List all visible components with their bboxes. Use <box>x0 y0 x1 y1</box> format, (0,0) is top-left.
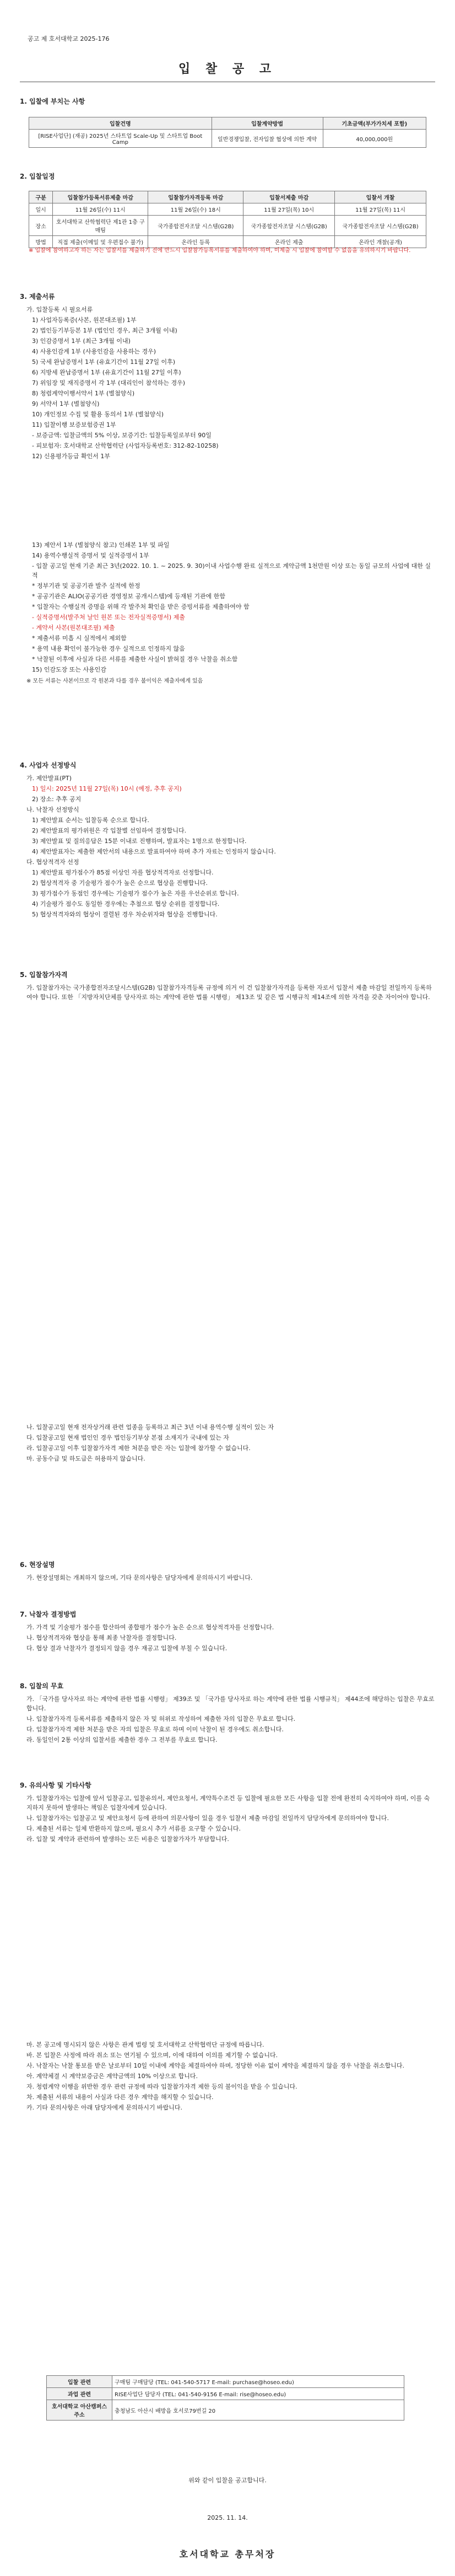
section-heading: 4. 사업자 선정방식 <box>20 761 77 769</box>
table-cell: 11월 26일(수) 18시 <box>148 203 243 216</box>
list-item: - 보증금액: 입찰금액의 5% 이상, 보증기간: 입찰등록일로부터 90일 <box>32 432 212 439</box>
section-invalid-bids <box>20 1682 435 1746</box>
table-cell: 일시 <box>29 203 53 216</box>
list-item: 차. 제출된 서류의 내용이 사실과 다른 경우 계약을 해지할 수 있습니다. <box>26 2094 214 2101</box>
table-cell: 일반경쟁입찰, 전자입찰 협상에 의한 계약 <box>212 130 323 148</box>
list-item: * 낙찰된 이후에 사실과 다른 서류를 제출한 사실이 밝혀질 경우 낙찰을 취소함 <box>32 656 238 663</box>
schedule-table <box>29 191 426 248</box>
list-item: 아. 계약체결 시 계약보증금은 계약금액의 10% 이상으로 합니다. <box>26 2073 198 2080</box>
table-row <box>47 2400 404 2421</box>
table-cell: 국가종합전자조달 시스템(G2B) <box>243 216 335 236</box>
list-item: 2) 제안발표의 평가위원은 각 입찰별 선임하여 결정합니다. <box>32 827 187 834</box>
section-site-briefing <box>20 1560 435 1584</box>
section-heading: 9. 유의사항 및 기타사항 <box>20 1781 91 1789</box>
list-item: 8) 청렴계약이행서약서 1부 (별첨양식) <box>32 390 135 397</box>
table-cell: 구매팀 구매담당 (TEL: 041-540-5717 E-mail: purchase@hoseo.edu) <box>112 2376 404 2388</box>
list-item: 10) 개인정보 수집 및 활용 동의서 1부 (별첨양식) <box>32 411 164 418</box>
list-item: * 제출서류 미흡 시 실적에서 제외함 <box>32 635 127 642</box>
table-cell: [RISE사업단] (재공) 2025년 스타트업 Scale-Up 및 스타트업 Boot Camp <box>29 130 212 148</box>
table-header-cell: 구분 <box>29 191 53 203</box>
section-documents <box>20 292 435 462</box>
table-cell: 국가종합전자조달 시스템(G2B) <box>335 216 426 236</box>
list-item: 6) 지방세 완납증명서 1부 (유효기간이 11월 27일 이후) <box>32 369 181 376</box>
list-item: 다. 입찰공고일 현재 법인인 경우 법인등기부상 본점 소재지가 국내에 있는 자 <box>26 1434 229 1441</box>
list-item: 나. 협상적격자와 협상을 통해 최종 낙찰자를 결정합니다. <box>26 1634 177 1641</box>
list-item: 라. 입찰공고일 이후 입찰참가자격 제한 처분을 받은 자는 입찰에 참가할 수 없습니다. <box>26 1445 251 1452</box>
section-heading: 3. 제출서류 <box>20 293 55 300</box>
list-item: 다. 협상적격자 선정 <box>26 858 79 866</box>
list-item: - 입찰 공고일 현재 기준 최근 3년(2022. 10. 1. ~ 2025. 9. 30)이내 사업수행 완료 실적으로 계약금액 1천만원 이상 또는 동일 규모의 사업에 대한 실적 <box>32 562 431 579</box>
bid-items-table <box>29 117 426 148</box>
notice-date: 2025. 11. 14. <box>207 2514 248 2521</box>
list-item: 4) 제안발표자는 제출한 제안서의 내용으로 발표하여야 하며 추가 자료는 인정하지 않습니다. <box>32 848 276 855</box>
contact-table <box>46 2375 404 2421</box>
list-item: 7) 위임장 및 재직증명서 각 1부 (대리인이 참석하는 경우) <box>32 379 185 387</box>
list-item: * 용역 내용 확인이 불가능한 경우 실적으로 인정하지 않음 <box>32 645 185 652</box>
table-cell: 충청남도 아산시 배방읍 호서로79번길 20 <box>112 2400 404 2421</box>
table-header-row <box>29 191 426 203</box>
list-item: 1) 사업자등록증(사본, 원본대조필) 1부 <box>32 316 137 324</box>
table-cell: 11월 26일(수) 11시 <box>53 203 148 216</box>
list-item: 5) 국세 완납증명서 1부 (유효기간이 11월 27일 이후) <box>32 358 175 366</box>
site-briefing-text: 가. 현장설명회는 개최하지 않으며, 기타 문의사항은 담당자에게 문의하시기 바랍니다. <box>26 1574 253 1581</box>
table-header-cell: 입찰참가등록서류제출 마감 <box>53 191 148 203</box>
list-item: 가. 제안발표(PT) <box>26 775 72 782</box>
table-header-cell: 입찰 관련 <box>47 2376 112 2388</box>
list-item: 4) 기술평가 점수도 동일한 경우에는 추첨으로 협상 순위를 결정합니다. <box>32 900 220 908</box>
section-documents-continued <box>20 540 435 687</box>
list-item: 5) 협상적격자와의 협상이 결렬된 경우 차순위자와 협상을 진행합니다. <box>32 911 218 918</box>
table-row <box>29 216 426 236</box>
table-row <box>47 2388 404 2400</box>
section-selection-method <box>20 761 435 920</box>
table-cell: 호서대학교 산학협력단 제1관 1층 구매팀 <box>53 216 148 236</box>
list-item: 3) 인감증명서 1부 (최근 3개월 이내) <box>32 337 131 345</box>
list-item: * 공공기관은 ALIO(공공기관 경영정보 공개시스템)에 등재된 기관에 한함 <box>32 593 226 600</box>
eligibility-text: 가. 입찰참가자는 국가종합전자조달시스템(G2B) 입찰참가자격등록 규정에 의거 이 건 입찰참가자격을 등록한 자로서 입찰서 제출 마감일 전일까지 등록하여야 합니다. 또한 「지방자치단체를 당사자로 하는 계약에 관한 법률 시행령」 제13조 및 같은 법 시행규칙 제14조에 의한 자격을 갖춘 자이어야 합니다. <box>26 984 432 1001</box>
table-header-cell: 입찰계약방법 <box>212 117 323 130</box>
list-item: 11) 입찰이행 보증보험증권 1부 <box>32 421 116 428</box>
section-heading: 6. 현장설명 <box>20 1561 55 1569</box>
list-item: * 입찰자는 수행실적 증명을 위해 각 발주처 확인을 받은 증빙서류를 제출하여야 함 <box>32 603 250 610</box>
document-number: 공고 제 호서대학교 2025-176 <box>28 35 110 42</box>
list-item: 나. 입찰공고일 현재 전자상거래 관련 업종을 등록하고 최근 3년 이내 용역수행 실적이 있는 자 <box>26 1424 274 1431</box>
table-cell: 장소 <box>29 216 53 236</box>
table-cell: 직접 제출(이메일 및 우편접수 불가) <box>53 236 148 248</box>
section-eligibility <box>20 970 435 1003</box>
table-header-cell: 입찰참가자격등록 마감 <box>148 191 243 203</box>
table-header-cell: 기초금액(부가가치세 포함) <box>323 117 426 130</box>
table-row <box>29 236 426 248</box>
list-item: 1) 제안발표 평가점수가 85점 이상인 자를 협상적격자로 선정합니다. <box>32 869 214 876</box>
list-item: - 실적증명서(발주처 날인 원본 또는 전자실적증명서) 제출 <box>32 614 185 621</box>
section-notes <box>20 1781 435 1845</box>
table-row <box>47 2376 404 2388</box>
list-item: 다. 협상 결과 낙찰자가 결정되지 않을 경우 재공고 입찰에 부칠 수 있습니다. <box>26 1645 228 1652</box>
list-item: 가. 가격 및 기술평가 점수를 합산하여 종합평가 점수가 높은 순으로 협상적격자를 선정합니다. <box>26 1624 274 1631</box>
list-item: 2) 장소: 추후 공지 <box>32 796 82 803</box>
list-item: 14) 용역수행실적 증명서 및 실적증명서 1부 <box>32 552 149 559</box>
section-bid-schedule <box>20 172 435 185</box>
list-item: 나. 입찰참가자격 등록서류를 제출하지 않은 자 및 허위로 작성하여 제출한 자의 입찰은 무효로 합니다. <box>26 1715 296 1722</box>
list-item: 바. 본 입찰은 사정에 따라 취소 또는 연기될 수 있으며, 이에 대하여 이의를 제기할 수 없습니다. <box>26 2052 278 2059</box>
table-cell: 온라인 개찰(공개) <box>335 236 426 248</box>
list-item: 9) 서약서 1부 (별첨양식) <box>32 400 100 407</box>
table-cell: 40,000,000원 <box>323 130 426 148</box>
list-item: 3) 평가점수가 동점인 경우에는 기술평가 점수가 높은 자를 우선순위로 합니다. <box>32 890 239 897</box>
list-item: - 계약서 사본(원본대조필) 제출 <box>32 624 115 631</box>
list-item: 3) 제안발표 및 질의응답은 15분 이내로 진행하며, 발표자는 1명으로 한정합니다. <box>32 838 247 845</box>
documents-list <box>20 540 435 674</box>
list-item: 가. 「국가를 당사자로 하는 계약에 관한 법률 시행령」 제39조 및 「국가를 당사자로 하는 계약에 관한 법률 시행규칙」 제44조에 해당하는 입찰은 무효로 합니다. <box>26 1695 435 1712</box>
section-heading: 5. 입찰참가자격 <box>20 971 68 979</box>
table-header-cell: 입찰서제출 마감 <box>243 191 335 203</box>
list-item: - 피보험자: 호서대학교 산학협력단 (사업자등록번호: 312-82-10258) <box>32 442 219 449</box>
table-header-cell: 호서대학교 아산캠퍼스 주소 <box>47 2400 112 2421</box>
list-item: 15) 인감도장 또는 사용인감 <box>32 666 107 673</box>
list-item: 라. 동일인이 2통 이상의 입찰서를 제출한 경우 그 전부를 무효로 합니다. <box>26 1736 218 1743</box>
section-heading: 8. 입찰의 무효 <box>20 1682 64 1690</box>
section-eligibility-continued <box>20 1423 435 1464</box>
list-item: 자. 청렴계약 이행을 위반한 경우 관련 규정에 따라 입찰참가자격 제한 등의 불이익을 받을 수 있습니다. <box>26 2083 297 2090</box>
list-item: 나. 입찰참가자는 입찰공고 및 제안요청서 등에 관하여 의문사항이 있을 경우 입찰서 제출 마감일 전일까지 담당자에게 문의하여야 합니다. <box>26 1815 389 1822</box>
list-item: 사. 낙찰자는 낙찰 통보를 받은 날로부터 10일 이내에 계약을 체결하여야 하며, 정당한 이유 없이 계약을 체결하지 않을 경우 낙찰을 취소합니다. <box>26 2062 404 2069</box>
page-title: 입 찰 공 고 <box>178 62 277 76</box>
list-item: 라. 입찰 및 계약과 관련하여 발생하는 모든 비용은 입찰참가자가 부담합니다. <box>26 1836 229 1843</box>
table-row <box>29 203 426 216</box>
list-item: 다. 입찰참가자격 제한 처분을 받은 자의 입찰은 무효로 하며 이미 낙찰이 된 경우에도 취소합니다. <box>26 1726 284 1733</box>
list-item: 나. 낙찰자 선정방식 <box>26 806 79 813</box>
section-award-method <box>20 1610 435 1654</box>
table-header-cell: 입찰서 개찰 <box>335 191 426 203</box>
list-item: 카. 기타 문의사항은 아래 담당자에게 문의하시기 바랍니다. <box>26 2104 182 2111</box>
section-heading: 1. 입찰에 부치는 사항 <box>20 98 85 105</box>
list-item: 2) 법인등기부등본 1부 (법인인 경우, 최근 3개월 이내) <box>32 327 177 334</box>
documents-list <box>20 315 435 461</box>
table-cell: 국가종합전자조달 시스템(G2B) <box>148 216 243 236</box>
table-header-cell: 입찰건명 <box>29 117 212 130</box>
table-cell: 11월 27일(목) 11시 <box>335 203 426 216</box>
table-cell: 방법 <box>29 236 53 248</box>
table-header-row <box>29 117 426 130</box>
section-bid-items <box>20 97 435 110</box>
list-item: * 정부기관 및 공공기관 발주 실적에 한정 <box>32 582 140 589</box>
schedule-note: ※ 입찰에 참여하고자 하는 자는 입찰서를 제출하기 전에 반드시 입찰참가등록서류를 제출하여야 하며, 미제출 시 입찰에 참여할 수 없음을 유의하시기 바랍니다. <box>29 248 411 254</box>
issuing-organization: 호서대학교 총무처장 <box>179 2549 276 2559</box>
list-item: 2) 협상적격자 중 기술평가 점수가 높은 순으로 협상을 진행합니다. <box>32 879 208 887</box>
table-row <box>29 130 426 148</box>
section-heading: 2. 입찰일정 <box>20 173 55 180</box>
list-item: 12) 신용평가등급 확인서 1부 <box>32 453 111 460</box>
list-item: 1) 일시: 2025년 11월 27일(목) 10시 (예정, 추후 공지) <box>32 785 182 792</box>
list-item: 13) 제안서 1부 (별첨양식 참고) 인쇄본 1부 및 파일 <box>32 541 170 549</box>
list-item: 마. 공동수급 및 하도급은 허용하지 않습니다. <box>26 1455 145 1462</box>
table-cell: 온라인 등록 <box>148 236 243 248</box>
table-cell: 온라인 제출 <box>243 236 335 248</box>
table-cell: RISE사업단 담당자 (TEL: 041-540-9156 E-mail: rise@hoseo.edu) <box>112 2388 404 2400</box>
subsection-title: 가. 입찰등록 시 필요서류 <box>26 306 93 313</box>
list-item: 1) 제안발표 순서는 입찰등록 순으로 합니다. <box>32 817 149 824</box>
documents-note: ※ 모든 서류는 사본이므로 각 원본과 다를 경우 불이익은 제출자에게 있음 <box>26 678 203 684</box>
section-notes-continued <box>20 2040 435 2113</box>
closing-statement: 위와 같이 입찰을 공고합니다. <box>188 2477 267 2484</box>
table-header-cell: 과업 관련 <box>47 2388 112 2400</box>
list-item: 마. 본 공고에 명시되지 않은 사항은 관계 법령 및 호서대학교 산학협력단 규정에 따릅니다. <box>26 2041 264 2048</box>
list-item: 가. 입찰참가자는 입찰에 앞서 입찰공고, 입찰유의서, 제안요청서, 계약특수조건 등 입찰에 필요한 모든 사항을 입찰 전에 완전히 숙지하여야 하며, 이를 숙지하지 못하여 발생하는 책임은 입찰자에게 있습니다. <box>26 1795 430 1811</box>
list-item: 다. 제출된 서류는 일체 반환하지 않으며, 필요시 추가 서류를 요구할 수 있습니다. <box>26 1825 241 1832</box>
table-cell: 11월 27일(목) 10시 <box>243 203 335 216</box>
section-heading: 7. 낙찰자 결정방법 <box>20 1611 77 1618</box>
list-item: 4) 사용인감계 1부 (사용인감을 사용하는 경우) <box>32 348 156 355</box>
